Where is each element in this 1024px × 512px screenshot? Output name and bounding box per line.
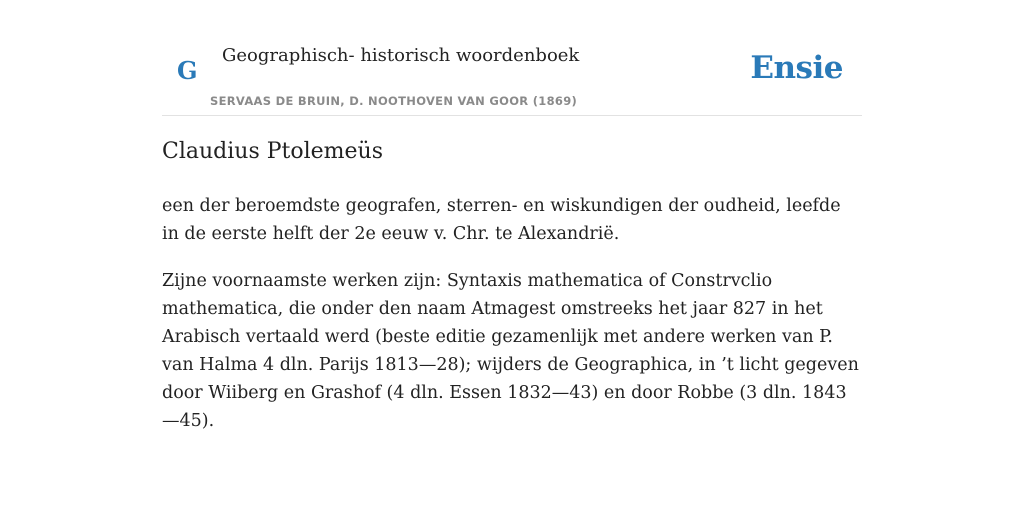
book-header [162, 0, 862, 116]
entry-title: Claudius Ptolemeüs [162, 139, 384, 164]
entry-body [162, 192, 862, 454]
letter-index-link[interactable]: G [177, 56, 198, 85]
book-author: SERVAAS DE BRUIN, D. NOOTHOVEN VAN GOOR (1869) [210, 94, 578, 108]
brand-logo[interactable]: Ensie [750, 50, 843, 86]
entry-paragraph: een der beroemdste geografen, sterren- en wiskundigen der oudheid, leefde in de eerste helft der 2e eeuw v. Chr. te Alexandrië. [162, 196, 841, 244]
page-container [162, 0, 862, 512]
entry-paragraph: Zijne voornaamste werken zijn: Syntaxis mathematica of Constrvclio mathematica, die onder den naam Atmagest omstreeks het jaar 827 in het Arabisch vertaald werd (beste editie gezamenlijk met andere werken van P. van Halma 4 dln. Parijs 1813—28); wijders de Geographica, in ’t licht gegeven door Wiiberg en Grashof (4 dln. Essen 1832—43) en door Robbe (3 dln. 1843—45). [162, 271, 859, 431]
book-title[interactable]: Geographisch- historisch woordenboek [222, 45, 580, 66]
